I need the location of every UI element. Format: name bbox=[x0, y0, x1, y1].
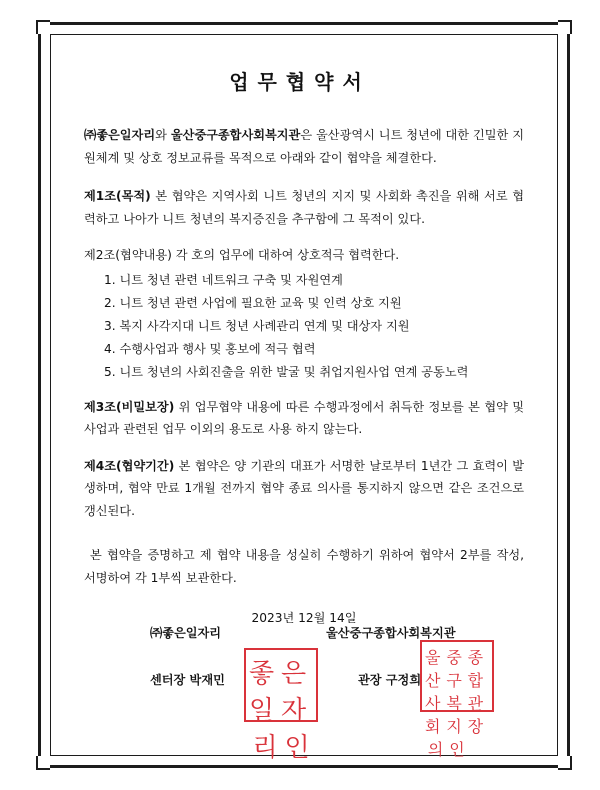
article-heading: 제2조(협약내용) bbox=[84, 248, 172, 262]
article-text: 본 협약은 지역사회 니트 청년의 지지 및 사회화 촉진을 위해 서로 협력하고 나아가 니트 청년의 복지증진을 추구함에 그 목적이 있다. bbox=[84, 189, 524, 226]
seal-char: 좋일 bbox=[249, 659, 275, 726]
seal-char bbox=[468, 737, 489, 760]
corner-ornament-bl bbox=[36, 756, 50, 770]
seal-char: 관장 bbox=[467, 694, 484, 736]
closing-paragraph: 본 협약을 증명하고 제 협약 내용을 성실히 수행하기 위하여 협약서 2부를 작성, 서명하여 각 1부씩 보관한다. bbox=[84, 548, 524, 585]
seal-char: 인 bbox=[449, 740, 465, 759]
article-3 bbox=[84, 396, 524, 441]
seal-char: 종합 bbox=[467, 648, 484, 690]
seal-char: 리 bbox=[252, 733, 278, 763]
article-heading: 제3조(비밀보장) bbox=[84, 399, 175, 414]
party-b-representative: 관장 구정희 bbox=[358, 673, 422, 687]
article-heading: 제1조(목적) bbox=[84, 189, 151, 203]
seal-char: 사회 bbox=[425, 694, 441, 736]
cooperation-list bbox=[104, 269, 524, 384]
article-4 bbox=[84, 455, 524, 523]
seal-char: 의 bbox=[427, 740, 444, 759]
seal-char: 복지 bbox=[446, 694, 462, 736]
party-b-org: 울산중구종합사회복지관 bbox=[326, 626, 456, 640]
article-2 bbox=[84, 244, 524, 267]
seal-stamp-left bbox=[244, 648, 318, 763]
seal-stamp-right bbox=[420, 640, 494, 759]
corner-ornament-br bbox=[558, 756, 572, 770]
seal-char: 울산 bbox=[425, 648, 441, 690]
corner-ornament-tl bbox=[36, 20, 50, 34]
intro-conj: 와 bbox=[155, 128, 171, 142]
article-1 bbox=[84, 185, 524, 230]
party-a-org: ㈜좋은일자리 bbox=[150, 626, 222, 640]
document-body bbox=[84, 124, 524, 630]
article-text: 본 협약은 양 기관의 대표가 서명한 날로부터 1년간 그 효력이 발생하며, 협약 만료 1개월 전까지 협약 종료 의사를 통지하지 않으면 같은 조건으로 갱신된다. bbox=[84, 458, 524, 518]
party-a-name: ㈜좋은일자리 bbox=[84, 128, 156, 142]
article-text: 각 호의 업무에 대하여 상호적극 협력한다. bbox=[171, 248, 400, 262]
agreement-date: 2023년 12월 14일 bbox=[251, 611, 357, 625]
list-item: 5. 니트 청년의 사회진출을 위한 발굴 및 취업지원사업 연계 공동노력 bbox=[104, 364, 469, 379]
list-item: 4. 수행사업과 행사 및 홍보에 적극 협력 bbox=[104, 341, 316, 356]
intro-paragraph bbox=[84, 124, 524, 169]
list-item: 2. 니트 청년 관련 사업에 필요한 교육 및 인력 상호 지원 bbox=[104, 295, 402, 310]
seal-char: 은자 bbox=[281, 659, 307, 726]
corner-ornament-tr bbox=[558, 20, 572, 34]
seal-char: 인 bbox=[284, 733, 310, 763]
seal-char: 중구 bbox=[446, 648, 462, 690]
party-a-representative: 센터장 박재민 bbox=[150, 673, 225, 687]
party-b-name: 울산중구종합사회복지관 bbox=[170, 128, 301, 142]
list-item: 1. 니트 청년 관련 네트워크 구축 및 자원연계 bbox=[104, 272, 343, 287]
article-text: 위 업무협약 내용에 따른 수행과정에서 취득한 정보를 본 협약 및 사업과 관련된 업무 이외의 용도로 사용 하지 않는다. bbox=[84, 399, 524, 436]
document-title: 업무협약서 bbox=[229, 70, 371, 94]
list-item: 3. 복지 사각지대 니트 청년 사례관리 연계 및 대상자 지원 bbox=[104, 318, 410, 333]
intro-text: 은 울산광역시 니트 청년에 대한 긴밀한 지원체계 및 상호 정보교류를 목적으로 아래와 같이 협약을 체결한다. bbox=[84, 128, 524, 165]
article-heading: 제4조(협약기간) bbox=[84, 458, 175, 473]
